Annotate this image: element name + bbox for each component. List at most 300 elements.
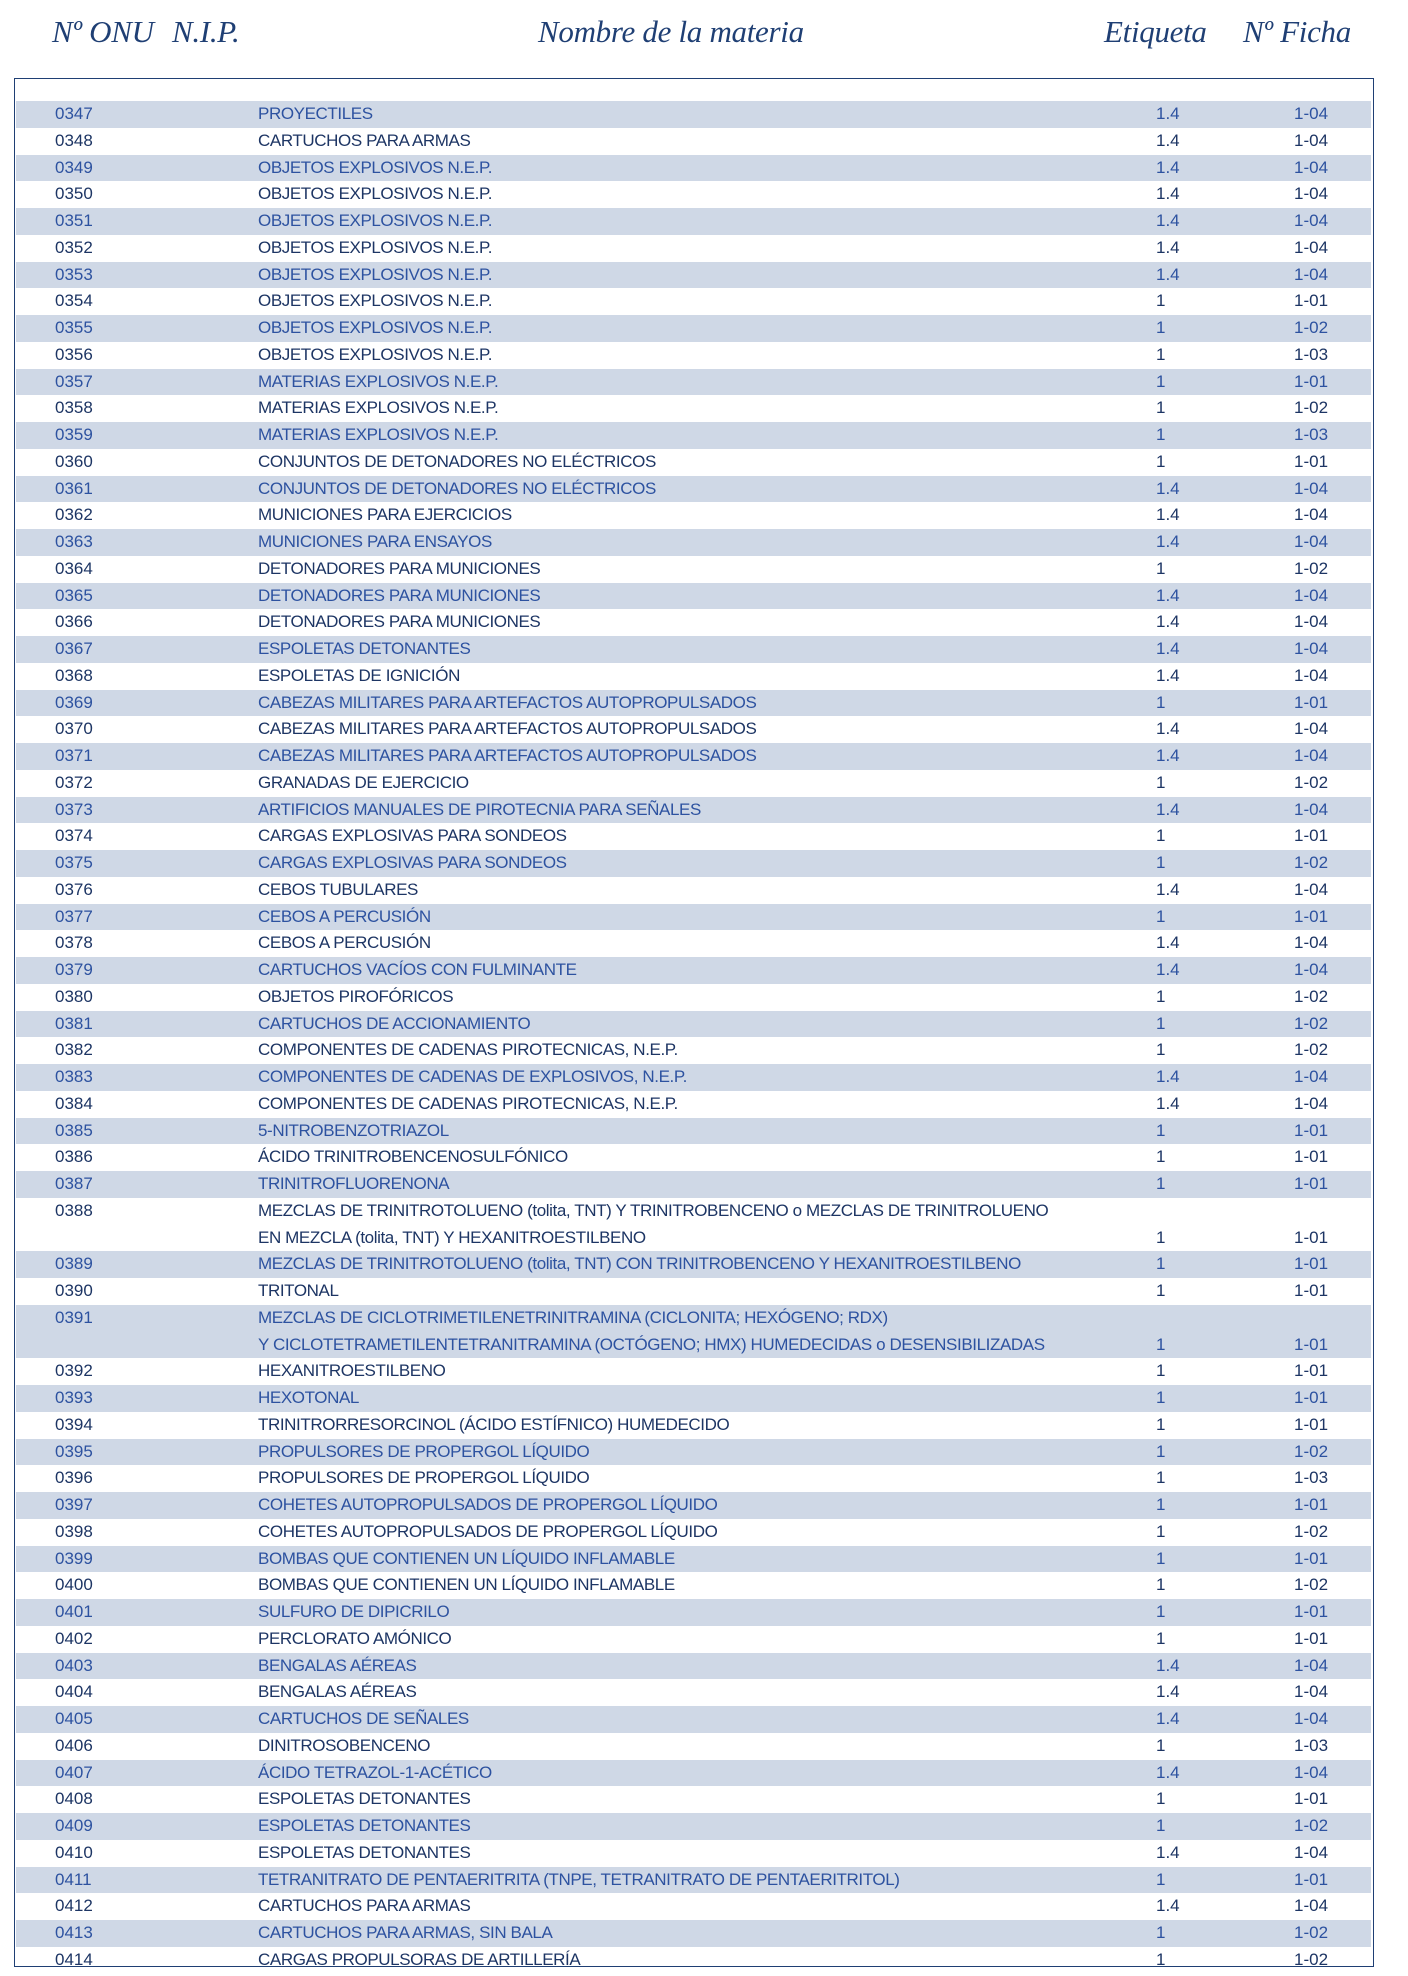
cell-etiqueta: 1.4 [1156,478,1180,498]
cell-ficha: 1-01 [1294,1174,1329,1193]
cell-etiqueta: 1.4 [1156,532,1180,551]
cell-nombre [258,1519,717,1546]
table-row [16,1385,1371,1412]
table-row [16,984,1371,1011]
cell-nombre-line1: TRINITROFLUORENONA [258,1174,450,1193]
cell-nombre-line1: TRINITRORRESORCINOL (ÁCIDO ESTÍFNICO) HUMEDECIDO [258,1414,730,1434]
cell-nombre [258,128,470,155]
cell-nombre [258,1813,470,1840]
cell-nombre [258,1278,339,1305]
cell-etiqueta: 1 [1156,1040,1166,1060]
cell-etiqueta: 1.4 [1156,612,1180,632]
cell-ficha: 1-04 [1294,639,1329,658]
cell-nombre [258,1305,1045,1354]
table-row [16,1439,1371,1466]
cell-nombre-line1: CEBOS A PERCUSIÓN [258,906,431,926]
cell-nombre-line1: CARTUCHOS VACÍOS CON FULMINANTE [258,960,577,979]
cell-nombre [258,502,512,529]
cell-onu: 0385 [55,1120,93,1140]
table-header [0,0,1408,70]
cell-onu: 0366 [55,612,93,632]
cell-ficha: 1-01 [1294,371,1329,391]
table-row [16,797,1371,824]
cell-etiqueta: 1.4 [1156,799,1180,819]
cell-onu: 0414 [55,1949,93,1969]
table-row [16,1037,1371,1064]
cell-ficha: 1-01 [1294,1869,1329,1889]
cell-nombre-line1: TETRANITRATO DE PENTAERITRITA (TNPE, TETRANITRATO DE PENTAERITRITOL) [258,1869,900,1889]
cell-nombre [258,1786,470,1813]
header-nip: N.I.P. [172,14,240,49]
cell-nombre-line1: CARTUCHOS PARA ARMAS [258,130,471,150]
cell-nombre [258,1037,678,1064]
cell-etiqueta: 1.4 [1156,130,1180,150]
cell-etiqueta: 1.4 [1156,960,1180,979]
cell-nombre-line1: CARTUCHOS PARA ARMAS [258,1896,471,1916]
cell-nombre [258,1091,678,1118]
cell-nombre-line1: BOMBAS QUE CONTIENEN UN LÍQUIDO INFLAMABLE [258,1575,675,1595]
cell-etiqueta: 1.4 [1156,264,1180,284]
table-row [16,476,1371,503]
cell-ficha: 1-01 [1294,1254,1329,1274]
table-row [16,181,1371,208]
cell-onu: 0396 [55,1468,93,1488]
cell-ficha: 1-03 [1294,1735,1329,1755]
cell-etiqueta: 1 [1156,1227,1166,1247]
cell-nombre [258,1358,445,1385]
cell-nombre [258,369,498,396]
table-row [16,422,1371,449]
cell-nombre-line1: OBJETOS EXPLOSIVOS N.E.P. [258,291,493,311]
cell-etiqueta: 1.4 [1156,1655,1180,1675]
table-row [16,1760,1371,1787]
cell-etiqueta: 1 [1156,318,1166,337]
cell-ficha: 1-01 [1294,291,1329,311]
cell-nombre [258,690,756,717]
table-row [16,1733,1371,1760]
table-row [16,716,1371,743]
cell-onu: 0391 [55,1307,93,1327]
cell-nombre [258,1920,552,1947]
cell-nombre [258,1947,580,1974]
cell-onu: 0348 [55,130,93,150]
cell-ficha: 1-04 [1294,746,1329,765]
cell-nombre-line1: CEBOS A PERCUSIÓN [258,933,431,953]
cell-onu: 0377 [55,906,93,926]
cell-etiqueta: 1.4 [1156,746,1180,765]
cell-etiqueta: 1 [1156,1495,1166,1514]
cell-nombre [258,663,460,690]
cell-etiqueta: 1 [1156,772,1166,792]
cell-ficha: 1-04 [1294,585,1329,605]
cell-onu: 0402 [55,1628,93,1648]
cell-onu: 0394 [55,1414,93,1434]
cell-nombre [258,1198,1049,1247]
header-onu: Nº ONU [52,14,154,49]
cell-onu: 0406 [55,1735,93,1755]
table-row [16,262,1371,289]
cell-nombre-line1: COMPONENTES DE CADENAS PIROTECNICAS, N.E.P. [258,1040,678,1060]
cell-nombre-line1: ESPOLETAS DETONANTES [258,1816,471,1835]
table-row [16,636,1371,663]
cell-nombre-line1: ÁCIDO TETRAZOL-1-ACÉTICO [258,1762,492,1782]
cell-nombre-line1: 5-NITROBENZOTRIAZOL [258,1120,449,1140]
cell-onu: 0395 [55,1441,93,1461]
cell-nombre [258,449,656,476]
cell-nombre-line1: MUNICIONES PARA EJERCICIOS [258,505,512,525]
cell-ficha: 1-01 [1294,826,1329,846]
cell-onu: 0367 [55,639,93,658]
cell-etiqueta: 1.4 [1156,1842,1180,1862]
cell-ficha: 1-04 [1294,130,1329,150]
cell-onu: 0347 [55,104,93,123]
table-row [16,1947,1371,1974]
cell-onu: 0392 [55,1361,93,1381]
cell-ficha: 1-01 [1294,1628,1329,1648]
cell-nombre [258,609,540,636]
cell-etiqueta: 1 [1156,1923,1166,1942]
cell-ficha: 1-02 [1294,853,1329,872]
cell-etiqueta: 1 [1156,425,1166,444]
cell-ficha: 1-04 [1294,933,1329,953]
cell-nombre-line2: Y CICLOTETRAMETILENTETRANITRAMINA (OCTÓGENO; HMX) HUMEDECIDAS o DESENSIBILIZADAS [258,1334,1045,1354]
cell-ficha: 1-02 [1294,558,1329,578]
table-row [16,1011,1371,1038]
cell-ficha: 1-02 [1294,772,1329,792]
cell-ficha: 1-02 [1294,318,1329,337]
table-row [16,128,1371,155]
cell-nombre-line1: TRITONAL [258,1281,339,1300]
cell-etiqueta: 1.4 [1156,665,1180,685]
cell-ficha: 1-02 [1294,398,1329,418]
cell-etiqueta: 1 [1156,1013,1166,1033]
cell-nombre [258,1706,469,1733]
cell-nombre [258,1840,470,1867]
cell-nombre [258,1171,449,1198]
cell-ficha: 1-04 [1294,104,1329,123]
cell-ficha: 1-04 [1294,1093,1329,1113]
table-row [16,1599,1371,1626]
cell-ficha: 1-04 [1294,665,1329,685]
cell-nombre [258,556,540,583]
table-row [16,1144,1371,1171]
cell-etiqueta: 1 [1156,1468,1166,1488]
cell-nombre-line1: OBJETOS EXPLOSIVOS N.E.P. [258,211,493,230]
cell-etiqueta: 1 [1156,1628,1166,1648]
table-row [16,1198,1371,1252]
table-row [16,1251,1371,1278]
cell-nombre-line1: MEZCLAS DE CICLOTRIMETILENETRINITRAMINA (CICLONITA; HEXÓGENO; RDX) [258,1307,888,1327]
table-row [16,235,1371,262]
cell-onu: 0368 [55,665,93,685]
cell-nombre-line1: CARGAS EXPLOSIVAS PARA SONDEOS [258,826,567,846]
cell-onu: 0397 [55,1495,93,1514]
cell-ficha: 1-01 [1294,1789,1329,1809]
table-row [16,1840,1371,1867]
table-row [16,583,1371,610]
cell-ficha: 1-04 [1294,1709,1329,1728]
table-row [16,770,1371,797]
cell-onu: 0412 [55,1896,93,1916]
cell-nombre [258,288,492,315]
cell-ficha: 1-04 [1294,532,1329,551]
cell-nombre [258,1572,675,1599]
cell-onu: 0370 [55,719,93,739]
cell-etiqueta: 1 [1156,1281,1166,1300]
cell-nombre-line1: PROPULSORES DE PROPERGOL LÍQUIDO [258,1441,590,1461]
cell-ficha: 1-02 [1294,1575,1329,1595]
cell-etiqueta: 1 [1156,1816,1166,1835]
cell-onu: 0353 [55,264,93,284]
cell-onu: 0374 [55,826,93,846]
table-row [16,395,1371,422]
cell-nombre-line1: PERCLORATO AMÓNICO [258,1628,452,1648]
cell-nombre [258,743,756,770]
table-row [16,369,1371,396]
cell-ficha: 1-04 [1294,184,1329,204]
cell-ficha: 1-01 [1294,906,1329,926]
table-row [16,556,1371,583]
cell-ficha: 1-02 [1294,1040,1329,1060]
cell-onu: 0398 [55,1521,93,1541]
table-row [16,743,1371,770]
cell-onu: 0408 [55,1789,93,1809]
cell-onu: 0413 [55,1923,93,1942]
cell-nombre [258,529,492,556]
cell-ficha: 1-04 [1294,264,1329,284]
cell-nombre-line1: COMPONENTES DE CADENAS DE EXPLOSIVOS, N.E.P. [258,1067,687,1086]
cell-etiqueta: 1 [1156,1789,1166,1809]
cell-etiqueta: 1.4 [1156,104,1180,123]
cell-nombre [258,1733,430,1760]
cell-nombre [258,984,453,1011]
cell-onu: 0390 [55,1281,93,1300]
table-row [16,823,1371,850]
cell-onu: 0379 [55,960,93,979]
cell-ficha: 1-04 [1294,1067,1329,1086]
cell-nombre [258,1760,492,1787]
cell-ficha: 1-04 [1294,1682,1329,1702]
cell-nombre-line1: ESPOLETAS DETONANTES [258,1789,471,1809]
cell-nombre [258,1599,449,1626]
table-row [16,449,1371,476]
cell-etiqueta: 1 [1156,1254,1166,1274]
cell-ficha: 1-03 [1294,1468,1329,1488]
cell-etiqueta: 1 [1156,291,1166,311]
cell-etiqueta: 1 [1156,1334,1166,1354]
cell-onu: 0411 [55,1869,92,1889]
cell-etiqueta: 1 [1156,986,1166,1006]
cell-onu: 0372 [55,772,93,792]
header-nombre: Nombre de la materia [538,14,804,49]
cell-ficha: 1-04 [1294,237,1329,257]
cell-etiqueta: 1 [1156,1521,1166,1541]
table-row [16,690,1371,717]
cell-nombre-line1: PROYECTILES [258,104,373,123]
cell-nombre [258,1412,729,1439]
cell-ficha: 1-04 [1294,960,1329,979]
table-row [16,1679,1371,1706]
cell-nombre-line1: MATERIAS EXPLOSIVOS N.E.P. [258,371,499,391]
cell-nombre-line1: MUNICIONES PARA ENSAYOS [258,532,492,551]
cell-etiqueta: 1 [1156,371,1166,391]
cell-nombre [258,1385,359,1412]
cell-onu: 0378 [55,933,93,953]
cell-etiqueta: 1.4 [1156,585,1180,605]
cell-etiqueta: 1.4 [1156,184,1180,204]
cell-etiqueta: 1.4 [1156,1896,1180,1916]
cell-onu: 0389 [55,1254,93,1274]
cell-onu: 0364 [55,558,93,578]
cell-nombre [258,1144,568,1171]
table-row [16,288,1371,315]
cell-etiqueta: 1 [1156,1575,1166,1595]
cell-etiqueta: 1.4 [1156,879,1180,899]
cell-nombre [258,1626,451,1653]
cell-etiqueta: 1.4 [1156,1093,1180,1113]
cell-ficha: 1-04 [1294,505,1329,525]
cell-etiqueta: 1 [1156,1147,1166,1167]
cell-nombre [258,957,577,984]
cell-ficha: 1-02 [1294,1441,1329,1461]
cell-nombre-line1: CARTUCHOS PARA ARMAS, SIN BALA [258,1923,553,1942]
table-row [16,1278,1371,1305]
table-row [16,1091,1371,1118]
cell-nombre [258,770,469,797]
cell-onu: 0404 [55,1682,93,1702]
cell-onu: 0362 [55,505,93,525]
cell-onu: 0388 [55,1200,93,1220]
cell-onu: 0400 [55,1575,93,1595]
cell-ficha: 1-01 [1294,1548,1329,1568]
cell-nombre-line1: ARTIFICIOS MANUALES DE PIROTECNIA PARA SEÑALES [258,799,701,819]
cell-onu: 0358 [55,398,93,418]
cell-onu: 0373 [55,799,93,819]
table-row [16,1171,1371,1198]
cell-etiqueta: 1 [1156,1548,1166,1568]
cell-nombre-line1: DINITROSOBENCENO [258,1735,431,1755]
cell-nombre-line1: ÁCIDO TRINITROBENCENOSULFÓNICO [258,1147,568,1167]
cell-onu: 0410 [55,1842,93,1862]
cell-nombre-line1: CABEZAS MILITARES PARA ARTEFACTOS AUTOPROPULSADOS [258,719,757,739]
table-row [16,1546,1371,1573]
cell-nombre-line1: COHETES AUTOPROPULSADOS DE PROPERGOL LÍQUIDO [258,1495,718,1514]
cell-nombre-line1: CONJUNTOS DE DETONADORES NO ELÉCTRICOS [258,478,656,498]
cell-etiqueta: 1 [1156,692,1166,712]
cell-nombre-line1: ESPOLETAS DETONANTES [258,1842,471,1862]
cell-nombre-line1: COHETES AUTOPROPULSADOS DE PROPERGOL LÍQUIDO [258,1521,718,1541]
cell-nombre-line1: CARGAS PROPULSORAS DE ARTILLERÍA [258,1949,581,1969]
header-ficha: Nº Ficha [1243,14,1351,49]
cell-nombre [258,476,656,503]
cell-nombre-line1: OBJETOS EXPLOSIVOS N.E.P. [258,318,493,337]
table-row [16,1118,1371,1145]
cell-nombre-line1: HEXOTONAL [258,1388,359,1407]
cell-onu: 0393 [55,1388,93,1407]
cell-ficha: 1-01 [1294,1281,1329,1300]
cell-ficha: 1-04 [1294,719,1329,739]
cell-nombre-line2: EN MEZCLA (tolita, TNT) Y HEXANITROESTILBENO [258,1227,646,1247]
table-row [16,502,1371,529]
cell-ficha: 1-04 [1294,879,1329,899]
cell-nombre [258,181,492,208]
cell-etiqueta: 1.4 [1156,639,1180,658]
cell-nombre-line1: ESPOLETAS DE IGNICIÓN [258,665,460,685]
cell-etiqueta: 1 [1156,853,1166,872]
cell-onu: 0371 [55,746,93,765]
cell-nombre [258,850,567,877]
cell-nombre-line1: SULFURO DE DIPICRILO [258,1602,450,1621]
cell-ficha: 1-01 [1294,692,1329,712]
table-row [16,663,1371,690]
cell-onu: 0363 [55,532,93,551]
cell-nombre-line1: CEBOS TUBULARES [258,879,418,899]
cell-nombre-line1: OBJETOS EXPLOSIVOS N.E.P. [258,184,493,204]
cell-ficha: 1-02 [1294,1949,1329,1969]
cell-ficha: 1-04 [1294,1655,1329,1675]
cell-ficha: 1-01 [1294,1361,1329,1381]
cell-ficha: 1-01 [1294,1334,1329,1354]
table-row [16,342,1371,369]
cell-ficha: 1-01 [1294,1495,1329,1514]
cell-ficha: 1-04 [1294,478,1329,498]
cell-nombre-line1: OBJETOS EXPLOSIVOS N.E.P. [258,344,493,364]
cell-onu: 0365 [55,585,93,605]
cell-nombre [258,1251,1021,1278]
cell-ficha: 1-04 [1294,799,1329,819]
table-row [16,1706,1371,1733]
cell-onu: 0351 [55,211,93,230]
cell-onu: 0381 [55,1013,93,1033]
cell-onu: 0401 [55,1602,93,1621]
cell-onu: 0403 [55,1655,93,1675]
cell-etiqueta: 1 [1156,1388,1166,1407]
cell-ficha: 1-03 [1294,425,1329,444]
cell-nombre [258,930,431,957]
table-row [16,1412,1371,1439]
cell-etiqueta: 1.4 [1156,157,1180,177]
cell-nombre [258,422,498,449]
cell-etiqueta: 1 [1156,344,1166,364]
cell-etiqueta: 1 [1156,906,1166,926]
table-row [16,1519,1371,1546]
cell-nombre-line1: OBJETOS EXPLOSIVOS N.E.P. [258,157,493,177]
cell-nombre-line1: BENGALAS AÉREAS [258,1655,417,1675]
table-row [16,155,1371,182]
header-etiqueta: Etiqueta [1104,14,1207,49]
cell-nombre [258,155,492,182]
cell-onu: 0354 [55,291,93,311]
cell-etiqueta: 1 [1156,1120,1166,1140]
cell-onu: 0352 [55,237,93,257]
cell-onu: 0409 [55,1816,93,1835]
cell-etiqueta: 1.4 [1156,505,1180,525]
table-row [16,957,1371,984]
cell-etiqueta: 1.4 [1156,719,1180,739]
table-row [16,1893,1371,1920]
cell-onu: 0376 [55,879,93,899]
cell-etiqueta: 1.4 [1156,1067,1180,1086]
cell-nombre [258,904,431,931]
cell-onu: 0399 [55,1548,93,1568]
cell-onu: 0356 [55,344,93,364]
table-row [16,1626,1371,1653]
cell-nombre [258,1653,416,1680]
table-row [16,1572,1371,1599]
cell-ficha: 1-01 [1294,451,1329,471]
cell-nombre [258,342,492,369]
cell-etiqueta: 1.4 [1156,211,1180,230]
